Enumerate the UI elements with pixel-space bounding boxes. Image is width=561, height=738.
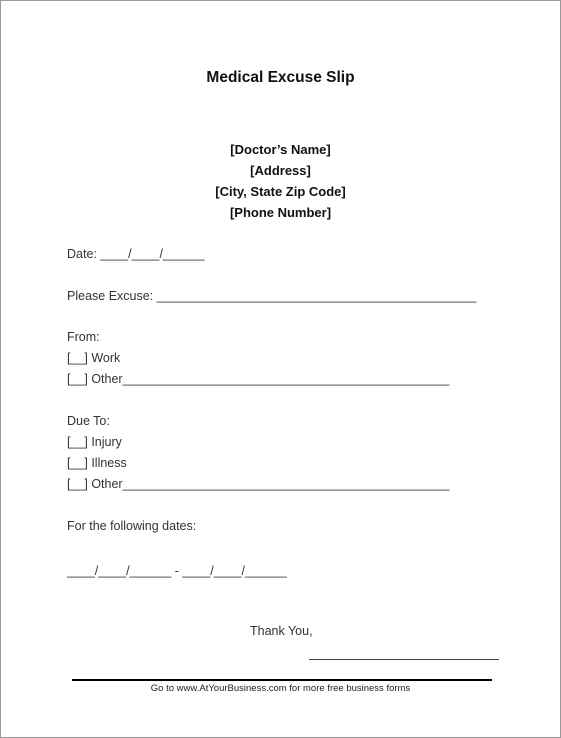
due-to-option-injury: [__] Injury — [67, 435, 122, 449]
doctor-name-placeholder: [Doctor’s Name] — [230, 142, 331, 157]
phone-placeholder: [Phone Number] — [229, 205, 332, 220]
closing-thank-you: Thank You, — [250, 624, 313, 638]
from-option-other: [__] Other_______________________________________________ — [67, 372, 450, 386]
date-range-line: ____/____/______ - ____/____/______ — [67, 564, 287, 578]
date-field-line: Date: ____/____/______ — [67, 247, 205, 261]
due-to-option-other: [__] Other_______________________________________________ — [67, 477, 450, 491]
due-to-option-illness: [__] Illness — [67, 456, 127, 470]
doctor-header-block — [1, 139, 560, 223]
from-label: From: — [67, 330, 100, 344]
due-to-label: Due To: — [67, 414, 110, 428]
footer-note: Go to www.AtYourBusiness.com for more free business forms — [150, 683, 411, 694]
city-state-zip-placeholder: [City, State Zip Code] — [215, 184, 346, 199]
address-placeholder: [Address] — [250, 163, 311, 178]
from-option-work: [__] Work — [67, 351, 121, 365]
footer-divider — [72, 679, 492, 681]
signature-line — [309, 659, 499, 660]
following-dates-label: For the following dates: — [67, 519, 197, 533]
please-excuse-field-line: Please Excuse: ______________________________________________ — [67, 289, 477, 303]
document-title: Medical Excuse Slip — [206, 69, 355, 86]
